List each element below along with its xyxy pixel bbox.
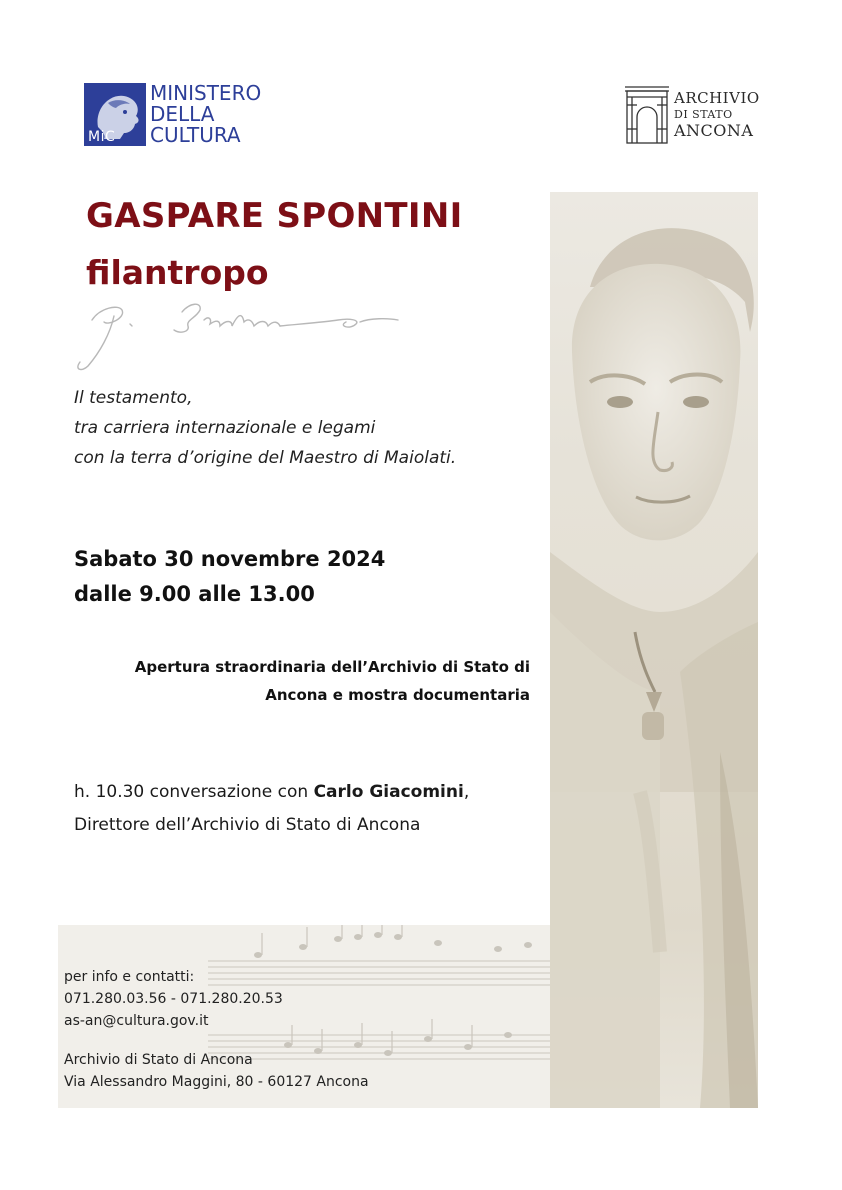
archive-line2: DI STATO bbox=[674, 108, 733, 121]
mic-badge-text: MiC bbox=[88, 129, 116, 145]
intro-line2: tra carriera internazionale e legami bbox=[74, 418, 376, 438]
talk-speaker: Carlo Giacomini bbox=[313, 782, 464, 802]
contact-address: Via Alessandro Maggini, 80 - 60127 Ancona bbox=[64, 1074, 369, 1090]
intro-text bbox=[74, 383, 456, 473]
event-date: Sabato 30 novembre 2024 bbox=[74, 547, 386, 571]
ministry-line3: CULTURA bbox=[150, 123, 241, 147]
ministry-line2: DELLA bbox=[150, 102, 215, 126]
talk-line1 bbox=[74, 776, 469, 809]
ministry-name bbox=[150, 83, 261, 146]
archive-line3: ANCONA bbox=[674, 121, 754, 140]
contact-spacer bbox=[64, 1032, 369, 1049]
page-title: GASPARE SPONTINI bbox=[86, 196, 463, 236]
portrait-background bbox=[550, 192, 758, 1108]
archway-icon bbox=[624, 83, 670, 147]
opening-line2: Ancona e mostra documentaria bbox=[265, 686, 530, 704]
opening-announcement bbox=[80, 653, 530, 709]
page-subtitle: filantropo bbox=[86, 253, 269, 292]
talk-role: Direttore dell’Archivio di Stato di Ancona bbox=[74, 815, 421, 835]
archive-line1: ARCHIVIO bbox=[674, 89, 760, 107]
contact-block bbox=[64, 966, 369, 1093]
mic-badge bbox=[84, 83, 146, 146]
archive-logo bbox=[624, 83, 774, 147]
ministry-line1: MINISTERO bbox=[150, 81, 262, 105]
contact-institution: Archivio di Stato di Ancona bbox=[64, 1052, 253, 1068]
ministry-logo bbox=[84, 83, 279, 149]
contact-email[interactable]: as-an@cultura.gov.it bbox=[64, 1013, 209, 1029]
portrait-engraving bbox=[550, 192, 758, 1108]
opening-line1: Apertura straordinaria dell’Archivio di Stato di bbox=[134, 658, 530, 676]
signature-image bbox=[70, 290, 410, 375]
intro-line1: Il testamento, bbox=[74, 388, 193, 408]
talk-suffix: , bbox=[463, 782, 470, 802]
contact-phones: 071.280.03.56 - 071.280.20.53 bbox=[64, 991, 283, 1007]
event-time: dalle 9.00 alle 13.00 bbox=[74, 582, 315, 606]
talk-info bbox=[74, 776, 469, 842]
intro-line3: con la terra d’origine del Maestro di Maiolati. bbox=[74, 448, 457, 468]
event-datetime bbox=[74, 542, 385, 612]
contact-label: per info e contatti: bbox=[64, 969, 195, 985]
talk-prefix: h. 10.30 conversazione con bbox=[74, 782, 314, 802]
archive-name bbox=[674, 90, 760, 140]
